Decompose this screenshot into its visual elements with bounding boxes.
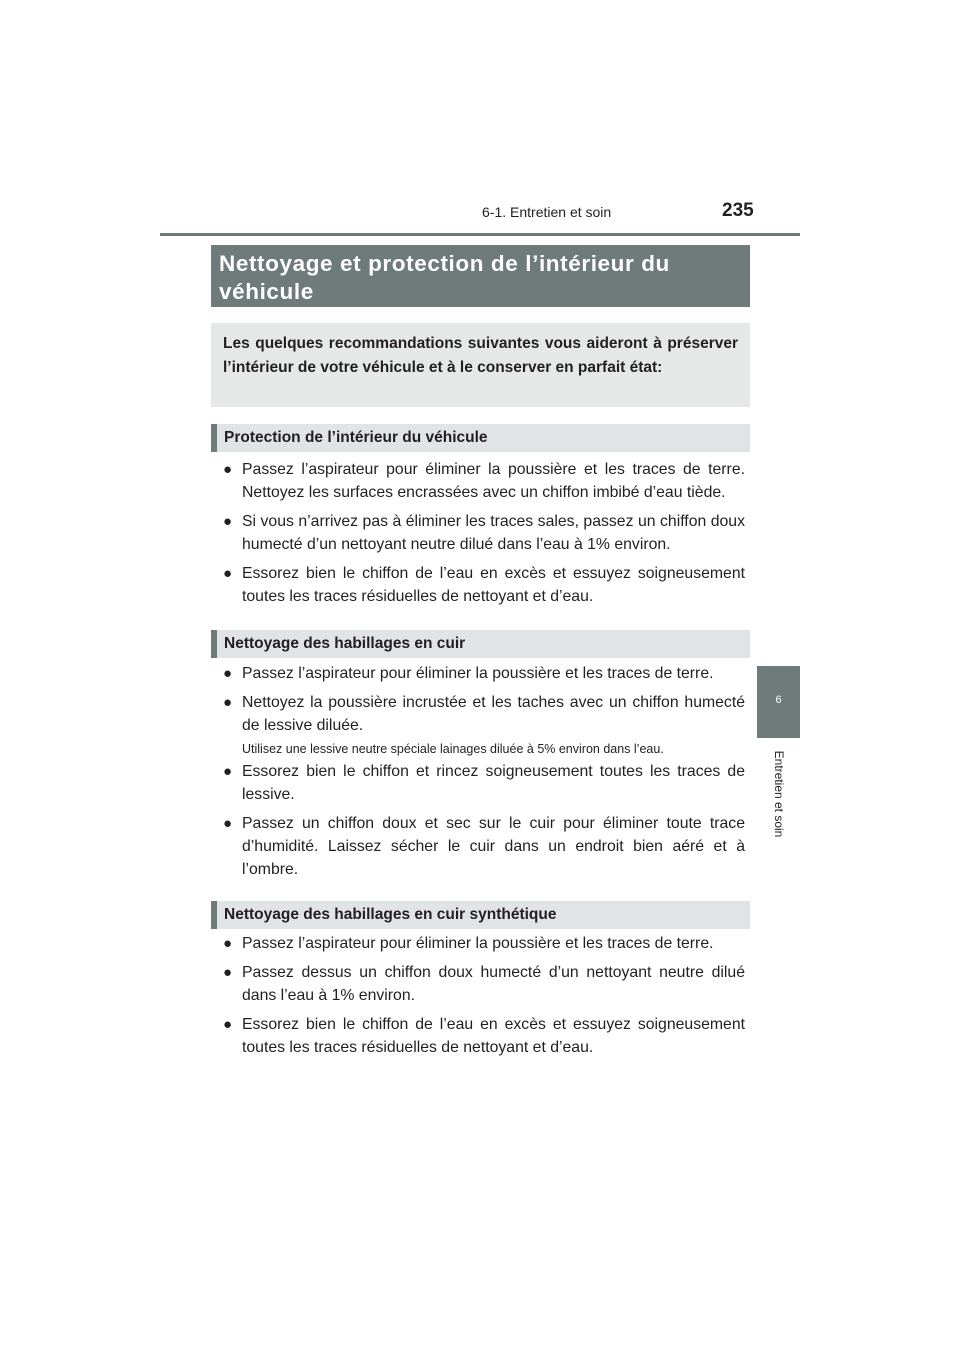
bullet-icon: ● [223,665,233,682]
header-rule [160,233,800,236]
bullet-list-leather [211,662,745,887]
bullet-list-protection [211,458,745,614]
list-item [211,812,745,881]
list-item [211,458,745,504]
list-item-text: Passez l’aspirateur pour éliminer la poussière et les traces de terre. [242,935,714,952]
title-bar [211,245,750,307]
list-item [211,961,745,1007]
list-item-text: Essorez bien le chiffon et rincez soigneusement toutes les traces de lessive. [242,763,745,803]
intro-box [211,323,750,407]
list-item-text: Passez dessus un chiffon doux humecté d’un nettoyant neutre dilué dans l’eau à 1% environ. [242,964,745,1004]
list-item [211,691,745,737]
chapter-tab-number: 6 [775,694,782,706]
list-item-text: Si vous n’arrivez pas à éliminer les traces sales, passez un chiffon doux humecté d’un nettoyant neutre dilué dans l’eau à 1% environ. [242,513,745,553]
section-heading-leather: Nettoyage des habillages en cuir [211,630,750,658]
bullet-icon: ● [223,694,233,711]
list-item-text: Passez un chiffon doux et sec sur le cuir pour éliminer toute trace d’humidité. Laissez sécher le cuir dans un endroit bien aéré et à l’ombre. [242,815,745,878]
list-item [211,760,745,806]
bullet-list-synthetic-leather [211,932,745,1065]
bullet-icon: ● [223,964,233,981]
list-item-text: Nettoyez la poussière incrustée et les taches avec un chiffon humecté de lessive diluée. [242,694,745,734]
header-section-title: 6-1. Entretien et soin [482,204,612,220]
list-item [211,662,745,685]
bullet-icon: ● [223,763,233,780]
list-item-text: Essorez bien le chiffon de l’eau en excès et essuyez soigneusement toutes les traces résiduelles de nettoyant et d’eau. [242,1016,745,1056]
list-item [211,510,745,556]
bullet-icon: ● [223,461,233,478]
list-item [211,932,745,955]
leather-note: Utilisez une lessive neutre spéciale lainages diluée à 5% environ dans l’eau. [242,742,664,756]
bullet-icon: ● [223,513,233,530]
bullet-icon: ● [223,1016,233,1033]
list-item-text: Passez l’aspirateur pour éliminer la poussière et les traces de terre. [242,665,714,682]
page-title: Nettoyage et protection de l’intérieur du véhicule [219,251,670,304]
list-item [211,1013,745,1059]
chapter-tab [757,666,800,738]
list-item-text: Essorez bien le chiffon de l’eau en excès et essuyez soigneusement toutes les traces résiduelles de nettoyant et d’eau. [242,565,745,605]
chapter-side-label: Entretien et soin [772,750,786,838]
list-item-text: Passez l’aspirateur pour éliminer la poussière et les traces de terre. Nettoyez les surfaces encrassées avec un chiffon imbibé d’eau tiède. [242,461,745,501]
intro-text: Les quelques recommandations suivantes vous aideront à préserver l’intérieur de votre véhicule et à le conserver en parfait état: [223,335,738,376]
section-heading-protection: Protection de l’intérieur du véhicule [211,424,750,452]
bullet-icon: ● [223,565,233,582]
list-item [211,562,745,608]
page-number: 235 [722,200,754,221]
section-heading-synthetic-leather: Nettoyage des habillages en cuir synthétique [211,901,750,929]
bullet-icon: ● [223,935,233,952]
bullet-icon: ● [223,815,233,832]
